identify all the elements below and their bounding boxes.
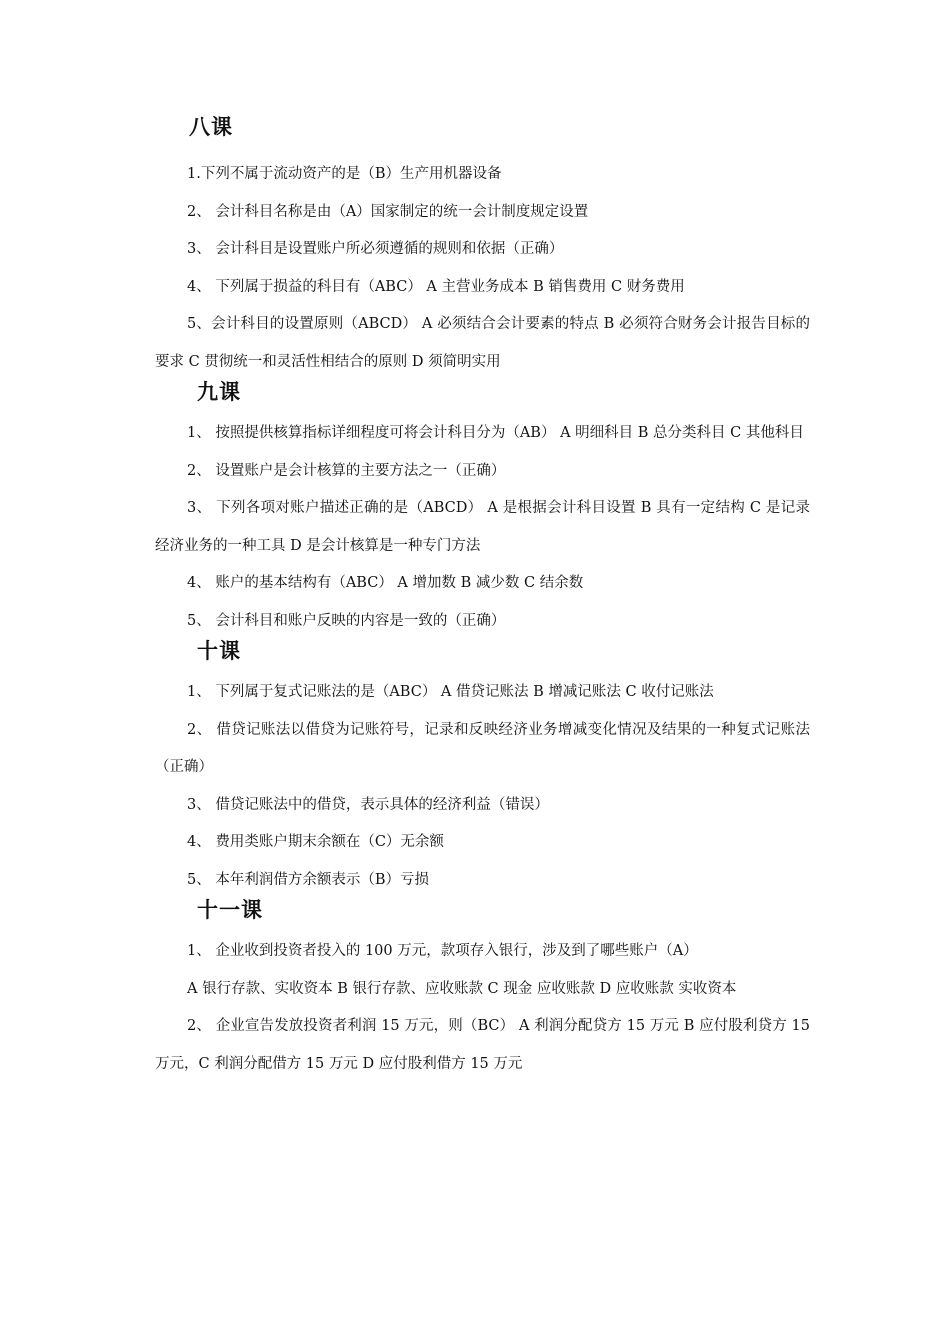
section-lesson-9 <box>155 377 810 640</box>
question-item: 5、会计科目的设置原则（ABCD） A 必须结合会计要素的特点 B 必须符合财务会计报告目标的要求 C 贯彻统一和灵活性相结合的原则 D 须简明实用 <box>155 316 810 370</box>
question-item: 1、 按照提供核算指标详细程度可将会计科目分为（AB） A 明细科目 B 总分类科目 C 其他科目 <box>187 425 804 441</box>
question-item: 2、 设置账户是会计核算的主要方法之一（正确） <box>187 462 506 479</box>
question-item: A 银行存款、实收资本 B 银行存款、应收账款 C 现金 应收账款 D 应收账款 实收资本 <box>187 980 737 997</box>
question-item: 1、 下列属于复式记账法的是（ABC） A 借贷记账法 B 增减记账法 C 收付记账法 <box>187 684 714 700</box>
question-item: 1.下列不属于流动资产的是（B）生产用机器设备 <box>187 166 502 182</box>
question-item: 2、 会计科目名称是由（A）国家制定的统一会计制度规定设置 <box>187 203 589 220</box>
section-title: 十课 <box>197 638 241 663</box>
section-lesson-8 <box>155 112 810 381</box>
document-content <box>155 112 810 1083</box>
question-item: 5、 本年利润借方余额表示（B）亏损 <box>187 871 429 888</box>
question-item: 3、 下列各项对账户描述正确的是（ABCD） A 是根据会计科目设置 B 具有一定结构 C 是记录经济业务的一种工具 D 是会计核算是一种专门方法 <box>155 500 810 554</box>
question-item: 2、 借贷记账法以借贷为记账符号，记录和反映经济业务增减变化情况及结果的一种复式记账法（正确） <box>155 721 810 775</box>
question-item: 3、 会计科目是设置账户所必须遵循的规则和依据（正确） <box>187 241 564 257</box>
section-lesson-10 <box>155 636 810 899</box>
question-item: 5、 会计科目和账户反映的内容是一致的（正确） <box>187 612 506 629</box>
section-title: 九课 <box>197 379 241 404</box>
question-item: 2、 企业宣告发放投资者利润 15 万元，则（BC） A 利润分配贷方 15 万元 B 应付股利贷方 15 万元，C 利润分配借方 15 万元 D 应付股利借方 15 万元 <box>155 1018 810 1072</box>
question-item: 4、 费用类账户期末余额在（C）无余额 <box>187 834 444 850</box>
section-title: 十一课 <box>197 897 263 922</box>
question-item: 1、 企业收到投资者投入的 100 万元，款项存入银行，涉及到了哪些账户（A） <box>187 943 698 959</box>
question-item: 3、 借贷记账法中的借贷，表示具体的经济利益（错误） <box>187 796 549 813</box>
section-title: 八课 <box>189 114 233 139</box>
question-item: 4、 账户的基本结构有（ABC） A 增加数 B 减少数 C 结余数 <box>187 575 584 591</box>
question-item: 4、 下列属于损益的科目有（ABC） A 主营业务成本 B 销售费用 C 财务费用 <box>187 278 685 295</box>
section-lesson-11 <box>155 895 810 1083</box>
